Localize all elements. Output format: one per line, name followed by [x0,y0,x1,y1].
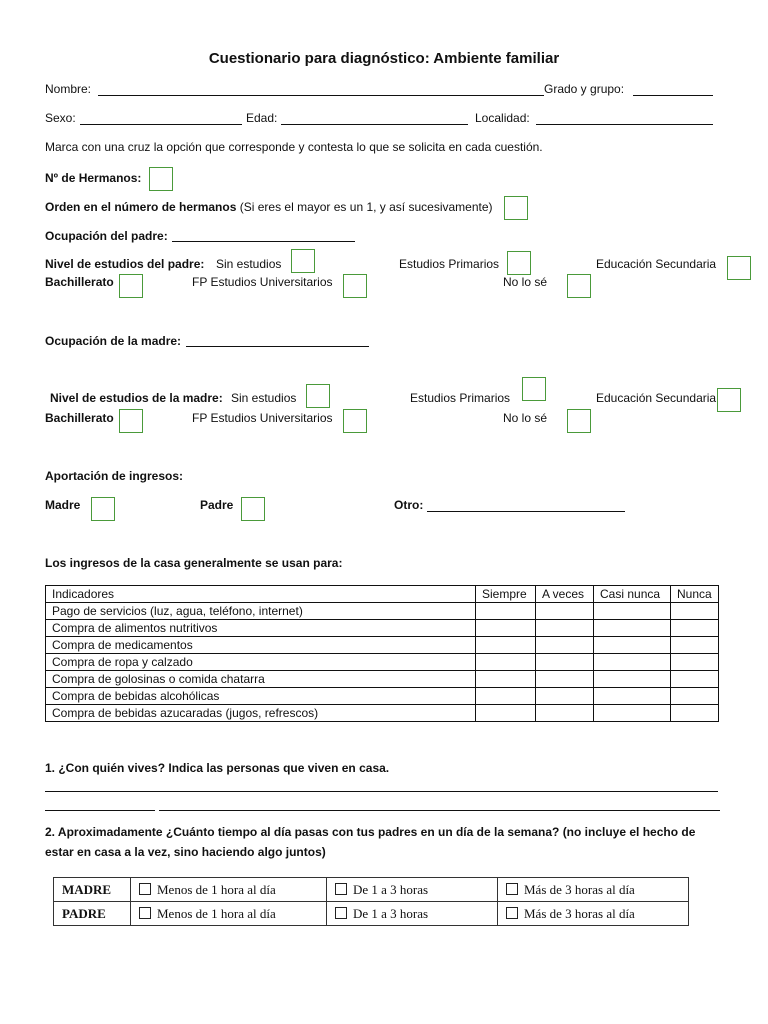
cell-nunca[interactable] [671,671,719,688]
padre-secundaria-label: Educación Secundaria [596,257,717,271]
hermanos-label: Nº de Hermanos: [45,171,142,185]
ingresos-title: Los ingresos de la casa generalmente se usan para: [45,556,343,570]
row-label: Compra de alimentos nutritivos [46,620,476,637]
row-label: Compra de bebidas alcohólicas [46,688,476,705]
time-row-label: PADRE [54,902,131,926]
table-row [46,603,719,620]
row-label: Pago de servicios (luz, agua, teléfono, internet) [46,603,476,620]
aportacion-padre-label: Padre [200,498,234,512]
hermanos-box[interactable] [149,167,173,191]
checkbox-icon[interactable] [139,883,151,895]
orden-row [45,200,493,214]
cell-nunca[interactable] [671,603,719,620]
time-option[interactable] [498,902,689,926]
aportacion-otro-field[interactable] [427,511,625,512]
localidad-field[interactable] [536,124,713,125]
cell-nunca[interactable] [671,688,719,705]
padre-primarios-box[interactable] [507,251,531,275]
sexo-label: Sexo: [45,111,76,125]
cell-siempre[interactable] [476,603,536,620]
cell-aveces[interactable] [536,603,594,620]
padre-fp-label: FP Estudios Universitarios [192,275,333,289]
cell-casinunca[interactable] [594,705,671,722]
padre-bach-label: Bachillerato [45,275,114,289]
cell-nunca[interactable] [671,637,719,654]
cell-casinunca[interactable] [594,688,671,705]
madre-bach-label: Bachillerato [45,411,114,425]
cell-aveces[interactable] [536,705,594,722]
header-indicadores: Indicadores [46,586,476,603]
checkbox-icon[interactable] [335,883,347,895]
cell-siempre[interactable] [476,620,536,637]
cell-casinunca[interactable] [594,603,671,620]
cell-aveces[interactable] [536,654,594,671]
cell-aveces[interactable] [536,637,594,654]
ingresos-table [45,585,719,722]
table-row [46,637,719,654]
cell-nunca[interactable] [671,705,719,722]
madre-nolose-box[interactable] [567,409,591,433]
orden-note: (Si eres el mayor es un 1, y así sucesivamente) [239,200,493,214]
madre-fp-box[interactable] [343,409,367,433]
row-label: Compra de golosinas o comida chatarra [46,671,476,688]
edad-field[interactable] [281,124,468,125]
madre-nivel-label: Nivel de estudios de la madre: [50,391,223,405]
option-label: Más de 3 horas al día [524,905,635,921]
question-2-line-1: 2. Aproximadamente ¿Cuánto tiempo al día pasas con tus padres en un día de la semana? (no incluye el hecho de [45,825,696,839]
time-row-madre [54,878,689,902]
checkbox-icon[interactable] [139,907,151,919]
padre-fp-box[interactable] [343,274,367,298]
cell-nunca[interactable] [671,620,719,637]
cell-casinunca[interactable] [594,637,671,654]
table-row [46,705,719,722]
page-title: Cuestionario para diagnóstico: Ambiente familiar [208,50,560,67]
aportacion-madre-box[interactable] [91,497,115,521]
madre-ocupacion-field[interactable] [186,346,369,347]
cell-aveces[interactable] [536,671,594,688]
padre-ocupacion-field[interactable] [172,241,355,242]
padre-sin-box[interactable] [291,249,315,273]
answer-1-line-2a[interactable] [45,810,155,811]
cell-aveces[interactable] [536,688,594,705]
row-label: Compra de bebidas azucaradas (jugos, refrescos) [46,705,476,722]
grado-field[interactable] [633,95,713,96]
madre-nolose-label: No lo sé [503,411,548,425]
header-casinunca: Casi nunca [594,586,671,603]
madre-primarios-box[interactable] [522,377,546,401]
time-row-padre [54,902,689,926]
padre-ocupacion-label: Ocupación del padre: [45,229,168,243]
header-siempre: Siempre [476,586,536,603]
madre-secundaria-box[interactable] [717,388,741,412]
aportacion-padre-box[interactable] [241,497,265,521]
option-label: De 1 a 3 horas [353,905,429,921]
checkbox-icon[interactable] [506,907,518,919]
option-label: Menos de 1 hora al día [157,881,276,897]
instructions: Marca con una cruz la opción que corresponde y contesta lo que se solicita en cada cuestión. [45,140,543,154]
madre-fp-label: FP Estudios Universitarios [192,411,333,425]
cell-casinunca[interactable] [594,654,671,671]
cell-siempre[interactable] [476,671,536,688]
time-row-label: MADRE [54,878,131,902]
question-2-line-2: estar en casa a la vez, sino haciendo algo juntos) [45,845,326,859]
time-option[interactable] [131,878,327,902]
padre-primarios-label: Estudios Primarios [399,257,500,271]
localidad-label: Localidad: [475,111,530,125]
sexo-field[interactable] [80,124,242,125]
table-row [46,688,719,705]
time-option[interactable] [327,902,498,926]
option-label: De 1 a 3 horas [353,881,429,897]
option-label: Menos de 1 hora al día [157,905,276,921]
nombre-field[interactable] [98,95,544,96]
cell-casinunca[interactable] [594,671,671,688]
padre-sin-label: Sin estudios [216,257,282,271]
time-table [53,877,689,926]
grado-label: Grado y grupo: [544,82,625,96]
aportacion-otro-label: Otro: [394,498,424,512]
checkbox-icon[interactable] [506,883,518,895]
cell-siempre[interactable] [476,654,536,671]
checkbox-icon[interactable] [335,907,347,919]
aportacion-label: Aportación de ingresos: [45,469,184,483]
madre-primarios-label: Estudios Primarios [410,391,511,405]
aportacion-madre-label: Madre [45,498,81,512]
time-option[interactable] [327,878,498,902]
question-1: 1. ¿Con quién vives? Indica las personas que viven en casa. [45,761,390,775]
table-header-row [46,586,719,603]
madre-ocupacion-label: Ocupación de la madre: [45,334,182,348]
time-option[interactable] [498,878,689,902]
cell-siempre[interactable] [476,637,536,654]
orden-label: Orden en el número de hermanos [45,200,237,214]
madre-secundaria-label: Educación Secundaria [596,391,717,405]
cell-siempre[interactable] [476,705,536,722]
nombre-label: Nombre: [45,82,92,96]
padre-secundaria-box[interactable] [727,256,751,280]
row-label: Compra de medicamentos [46,637,476,654]
header-nunca: Nunca [671,586,719,603]
edad-label: Edad: [246,111,278,125]
cell-siempre[interactable] [476,688,536,705]
madre-sin-label: Sin estudios [231,391,297,405]
table-row [46,620,719,637]
orden-box[interactable] [504,196,528,220]
answer-1-line-1[interactable] [45,791,718,792]
cell-aveces[interactable] [536,620,594,637]
madre-bach-box[interactable] [119,409,143,433]
table-row [46,671,719,688]
header-aveces: A veces [536,586,594,603]
cell-nunca[interactable] [671,654,719,671]
padre-bach-box[interactable] [119,274,143,298]
answer-1-line-2b[interactable] [159,810,720,811]
padre-nolose-box[interactable] [567,274,591,298]
madre-sin-box[interactable] [306,384,330,408]
row-label: Compra de ropa y calzado [46,654,476,671]
table-row [46,654,719,671]
padre-nivel-label: Nivel de estudios del padre: [45,257,205,271]
option-label: Más de 3 horas al día [524,881,635,897]
padre-nolose-label: No lo sé [503,275,548,289]
cell-casinunca[interactable] [594,620,671,637]
time-option[interactable] [131,902,327,926]
